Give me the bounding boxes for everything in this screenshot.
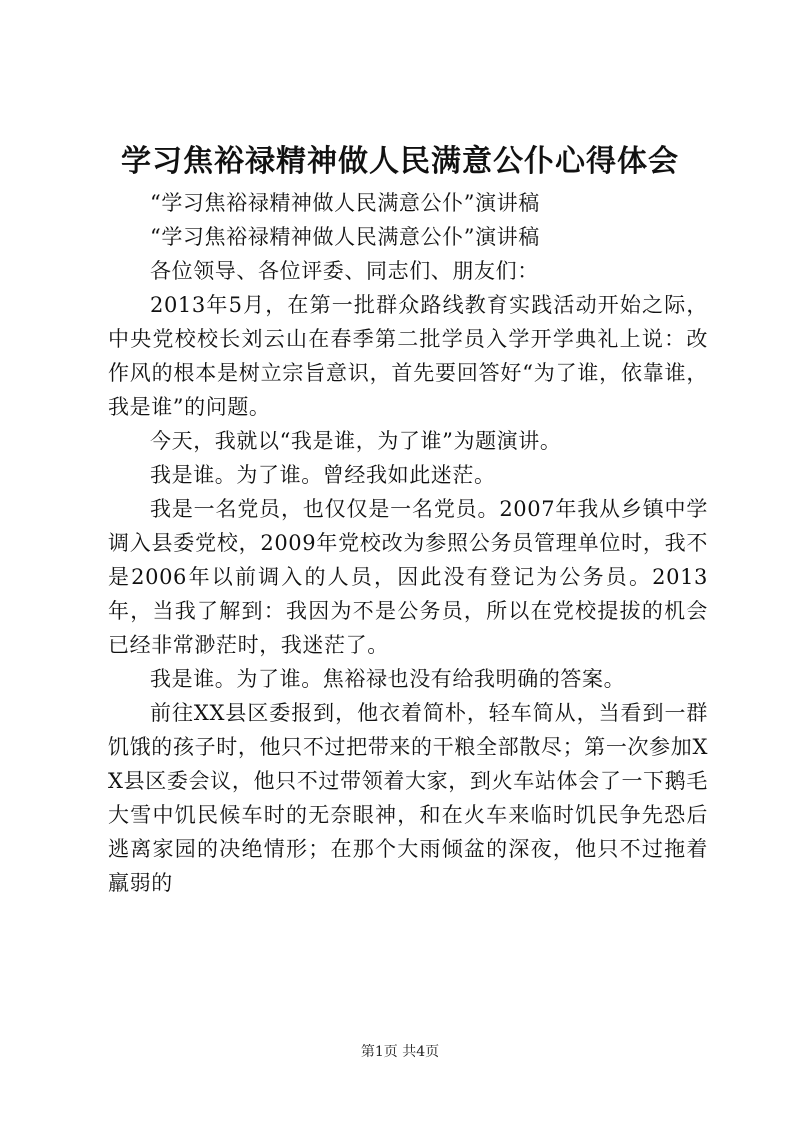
subtitle-line: “学习焦裕禄精神做人民满意公仆”演讲稿 bbox=[150, 225, 540, 249]
page-footer: 第1页 共4页 bbox=[360, 1044, 440, 1060]
salutation: 各位领导、各位评委、同志们、朋友们： bbox=[150, 259, 539, 283]
document-title: 学习焦裕禄精神做人民满意公仆心得体会 bbox=[121, 144, 679, 179]
subtitle-line: “学习焦裕禄精神做人民满意公仆”演讲稿 bbox=[150, 191, 540, 215]
document-body bbox=[108, 186, 708, 900]
body-paragraph: 我是一名党员，也仅仅是一名党员。2007年我从乡镇中学调入县委党校，2009年党校改为参照公务员管理单位时，我不是2006年以前调入的人员，因此没有登记为公务员。2013年，当我了解到：我因为不是公务员，所以在党校提拔的机会已经非常渺茫时，我迷茫了。 bbox=[108, 497, 708, 657]
body-paragraph: 我是谁。为了谁。曾经我如此迷茫。 bbox=[150, 463, 496, 487]
body-paragraph: 2013年5月，在第一批群众路线教育实践活动开始之际，中央党校校长刘云山在春季第二批学员入学开学典礼上说：改作风的根本是树立宗旨意识，首先要回答好“为了谁，依靠谁，我是谁”的问题。 bbox=[108, 293, 708, 419]
body-paragraph: 今天，我就以“我是谁，为了谁”为题演讲。 bbox=[150, 429, 562, 453]
body-paragraph: 前往XX县区委报到，他衣着简朴，轻车简从，当看到一群饥饿的孩子时，他只不过把带来的干粮全部散尽；第一次参加XX县区委会议，他只不过带领着大家，到火车站体会了一下鹅毛大雪中饥民候车时的无奈眼神，和在火车来临时饥民争先恐后逃离家园的决绝情形；在那个大雨倾盆的深夜，他只不过拖着羸弱的 bbox=[108, 701, 708, 895]
body-paragraph: 我是谁。为了谁。焦裕禄也没有给我明确的答案。 bbox=[150, 667, 626, 691]
